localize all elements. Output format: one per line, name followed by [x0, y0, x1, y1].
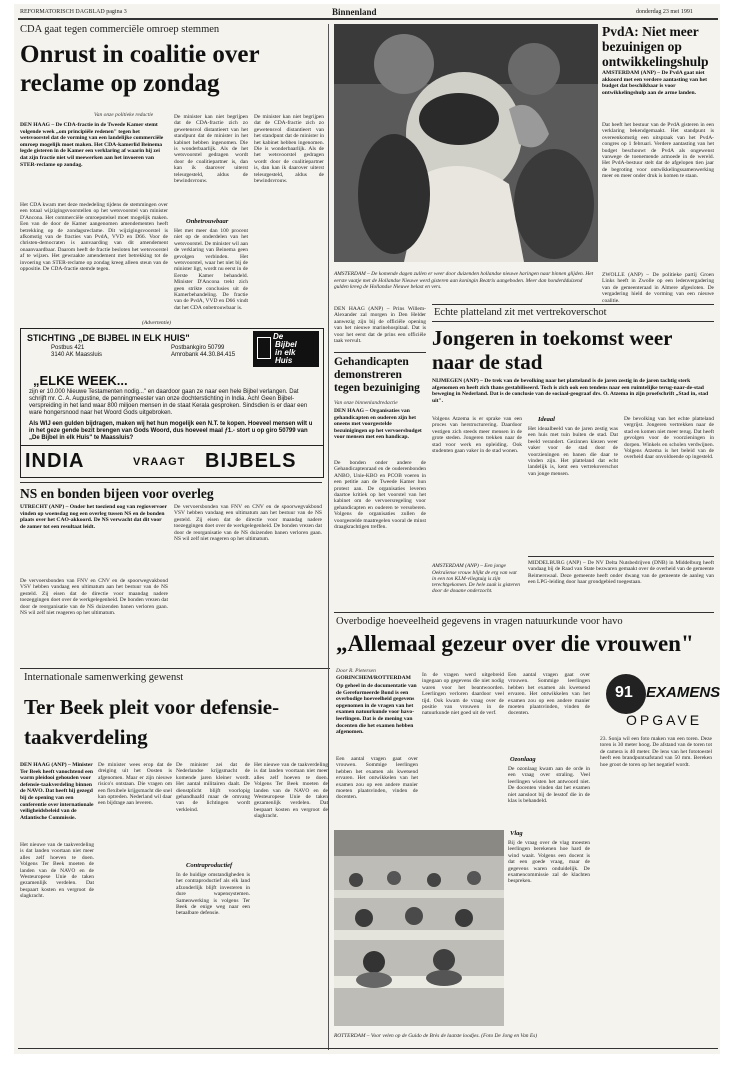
ad-campaign: „ELKE WEEK...: [33, 373, 128, 388]
cda-col1: Het CDA kwam met deze mededeling tijdens de stemmingen over een totaal wijzigingsvoorstellen op het wetsvoorstel van minister D'Ancona. Het commerciële omroepstelsel moet mogelijk maken. Een van de door de Kamer aangenomen amendementen heeft betrekking op de zondagsreclame. Dit wijzigingsvoorstel is afkomstig van de fracties van PvdA, VVD en D66. Voor de christen-democraten is aanvaarding van dit amendement onaanvaardbaar. Daarom heeft de fractie besloten het wetsvoorstel af te wijzen. Het gewraakte amendement met betrekking tot de invoering van STER-reclame op zondag kreeg alleen steun van de oppositie. De CDA-fractie stemde tegen.: [20, 202, 168, 273]
advertentie-label: (Advertentie): [142, 320, 172, 326]
pvda-body: Dat heeft het bestuur van de PvdA gisteren in een verklaring bekendgemaakt. Het standpunt is overeenkomstig een uitspraak van het PvdA-congres op 1 februari. Verdere aantasting van het budget beschouwt de PvdA als ongewenst vanwege de toenemende armoede in de wereld. Het PvdA-bestuur stelt dat de afgelopen tien jaar de begroting voor ontwikkelingssamenwerking meer en meer onder druk is komen te staan.: [602, 122, 714, 180]
ns-body-1: De vervoersbonden van FNV en CNV en de spoorwegvakbond VSV hebben vandaag een ultimatum aan het bestuur van de NS gesteld. Zij eisen dat de directie voor maandag nadere toezeggingen doet over de werkgelegenheid. De bonden vrezen dat door de reorganisatie van de NS duizenden banen verloren gaan. NS wil zelf niet reageren op het ultimatum.: [20, 578, 168, 617]
logo-line2: Bijbel: [275, 340, 297, 349]
ad-postcode: 3140 AK Maassluis: [51, 352, 103, 358]
cda-col3: Het met meer dan 100 procent niet op de onderdelen van het wetsvoorstel. De minister wil aan de verklaring van Beinema geen gevolgen verbinden. Het wetsvoorstel, waar het niet bij de minister ligt, wordt nu eerst in de Eerste Kamer behandeld. Minister D'Ancona trekt zich geen strikte conclusies uit de Kamerbehandeling. De fractie van de PvdA, VVD en D66 vindt dat het CDA onbetrouwbaar is.: [174, 228, 248, 311]
intl-subhead: Contraproductief: [186, 862, 233, 869]
house-icon: [257, 337, 271, 359]
platteland-kicker: Echte platteland zit met vertrekoverschot: [434, 307, 607, 318]
gehandicapten-body: De bonden onder andere de Gehandicaptenraad en de ouderenbonden ANBO, Unie-KBO en PCOB voeren in een petitie aan de Tweede Kamer hun protest aan. De organisaties leveren daartoe kritiek op het voorstel van het kabinet om de vervoersregeling voor gehandicapten en ouderen te versoberen. Volgens de organisaties zullen de voorgestelde maatregelen vooral de minst draagkrachtigen treffen.: [334, 460, 426, 531]
overbodige-kicker: Overbodige hoeveelheid gegevens in vragen natuurkunde voor havo: [336, 616, 623, 627]
logo-line3: in elk: [275, 348, 296, 357]
overbodige-rule: [334, 612, 714, 613]
overbodige-col4: Bij de vraag over de vlag moesten leerlingen berekenen hoe hard de wind waait. Volgens een docent is dat een goede vraag, maar de gegevens waren onduidelijk. De examencommissie zal de klachten bespreken.: [508, 840, 590, 885]
banner-bijbels: BIJBELS: [205, 450, 297, 472]
ns-body-2: De vervoersbonden van FNV en CNV en de spoorwegvakbond VSV hebben vandaag een ultimatum aan het bestuur van de NS gesteld. Zij eisen dat de directie voor maandag nadere toezeggingen doet over de werkgelegenheid. De bonden vrezen dat door de reorganisatie van de NS duizenden banen verloren gaan. NS wil zelf niet reageren op het ultimatum.: [174, 504, 322, 543]
ad-header: STICHTING „DE BIJBEL IN ELK HUIS": [27, 333, 190, 343]
platteland-lead: NIJMEGEN (ANP) – De trek van de bevolking naar het platteland is de jaren zestig in de jaren tachtig sterk afgenomen en heeft zich thans gestabiliseerd. Toch is zich ook een tendens naar een ruimtelijke terug-naar-de-stad beweging in Nederland. Dat is de conclusie van de sociaal-geograaf drs. O. Atzema in zijn proefschrift „Stad in, stad uit".: [432, 378, 709, 404]
intl-col3: De minister zei dat de Nederlandse krijgsmacht de komende jaren kleiner wordt. Het aantal militairen daalt. De dienstplicht blijft voorlopig gehandhaafd maar de omvang van de lichtingen wordt verkleind.: [176, 762, 250, 813]
pvda-headline: PvdA: Niet meer bezuinigen op ontwikkelingshulp: [602, 24, 709, 69]
platteland-col2: Het ideaalbeeld van de jaren zestig was een huis met tuin buiten de stad. Dat beeld verandert. Gezinnen kiezen weer vaker voor de stad door de voorzieningen en banen die daar te vinden zijn. Het platteland dat echt landelijk is, kent een vertrekoverschot van jonge mensen.: [528, 426, 618, 477]
platteland-subhead: Ideaal: [538, 416, 555, 423]
intl-rule: [20, 668, 330, 669]
cda-byline: Van onze politieke redactie: [94, 112, 154, 118]
logo-line4: Huis: [275, 356, 293, 365]
ad-postbox: Postbus 421: [51, 345, 85, 351]
cda-kicker: CDA gaat tegen commerciële omroep stemmen: [20, 24, 220, 35]
examens-badge: [606, 674, 646, 714]
middelburg-text: MIDDELBURG (ANP) – De NV Delta Nutsbedrijven (DNB) in Middelburg heeft vandaag bij de Raad van State bezwaren gemaakt over de overheid van de gemeente Reimerswaal. Deze gemeente heeft onder dwang van de gemeente de aanleg van een LPG-leiding door haar grondgebied toegestaan.: [528, 560, 714, 586]
cda-subhead: Onbetrouwbaar: [186, 218, 229, 225]
platteland-col1: Volgens Atzema is er sprake van een proces van herstructurering. Daardoor vestigen zich steeds meer mensen in de grote steden. Jongeren trekken naar de stad voor werk en opleiding. Ook studenten gaan vaker in de stad wonen.: [432, 416, 522, 455]
photo2-caption: AMSTERDAM (ANP) – Een jonge Oekraïense vrouw blijkt de erg van wat in een ton KLM-vliegtuig is zijn terechtgekomen. De hele zaak is gisteren door de douane onderzocht.: [432, 563, 520, 595]
examens-year: 91: [615, 684, 633, 701]
overbodige-dateline: GORINCHEM/ROTTERDAM: [336, 675, 411, 681]
masthead-section: Binnenland: [332, 7, 377, 17]
intl-col5: Het nieuwe van de taakverdeling is dat landen voortaan niet meer alles zelf hoeven te doen. Volgens Ter Beek moeten de landen van de NAVO en de Westeuropese Unie de taken gezamenlijk verdelen. Dat bespaart kosten en vergroot de slagkracht.: [254, 762, 328, 820]
denhaag-short: DEN HAAG (ANP) – Prins Willem-Alexander zal morgen in Den Helder aanwezig zijn bij de officiële opening van het nieuwe marinehospitaal. Dat is voor het eerst dat de prins een officiële taak vervult.: [334, 306, 426, 345]
herring-photo: [334, 24, 598, 262]
cda-col2: De minister kan niet begrijpen dat de CDA-fractie zich zo gewetensvol distantieert van het standpunt dat de minister in het kabinet hebben ingenomen. Die is wonderbaarlijk. Als de het wetsvoorstel gedragen wordt door de coalitiepartner is, dan kan ik daarover uiterst teleurgesteld, aldus de bewindsvrouw.: [174, 114, 248, 185]
examens-title: EXAMENS: [646, 684, 721, 701]
intl-kicker: Internationale samenwerking gewenst: [24, 672, 184, 683]
ad-banner: [21, 445, 323, 476]
cda-lead: DEN HAAG – De CDA-fractie in de Tweede Kamer stemt volgende week „om principiële redenen" tegen het wetsvoorstel dat de vorming van een landelijke commerciële omroep mogelijk moet maken. Het CDA-kamerlid Beinema legde gisteren in de Kamer een verklaring af waarin hij zei dat zijn fractie niet wil meewerken aan het invoeren van STER-reclame op zondag.: [20, 122, 164, 168]
examens-label: OPGAVE: [626, 712, 703, 728]
overbodige-col1: Een aantal vragen gaat over vrouwen. Sommige leerlingen hebben het examen als kwetsend ervaren. Het ontwikkelen van het examen zou op een andere manier moeten plaatsvinden, vinden de docenten.: [336, 756, 418, 801]
gehandicapten-rule: [334, 352, 426, 353]
gehandicapten-headline: Gehandicapten demonstreren tegen bezuiniging: [334, 356, 420, 394]
middelburg-rule: [528, 556, 714, 557]
examens-text: 23. Sonja wil een foto maken van een toren. Deze toren is 30 meter hoog. De afstand van de toren tot de camera is 40 meter. De lens van het fototoestel heeft een brandpuntsafstand van 50 mm. Bereken hoe groot de toren op het negatief wordt.: [600, 736, 712, 768]
overbodige-col3a: Een aantal vragen gaat over vrouwen. Sommige leerlingen hebben het examen als kwetsend ervaren. Het ontwikkelen van het examen zou op een andere manier moeten plaatsvinden, vinden de docenten.: [508, 672, 590, 717]
intl-col4: In de huidige omstandigheden is het contraproductief als elk land afzonderlijk blijft investeren in dure wapensystemen. Samenwerking is volgens Ter Beek de enige weg naar een betaalbare defensie.: [176, 872, 250, 917]
overbodige-headline: „Allemaal gezeur over die vrouwen": [336, 631, 694, 656]
platteland-kicker-bar: [432, 304, 714, 322]
ad-bank: Amrobank 44.30.84.415: [171, 352, 236, 358]
exam-hall-caption: ROTTERDAM – Voor velen op de Guido de Brès de laatste loodjes. (Foto De Jong en Van Es): [334, 1033, 538, 1040]
overbodige-byline: Door R. Pietersen: [336, 668, 376, 674]
banner-india: INDIA: [25, 450, 85, 472]
masthead-left: REFORMATORISCH DAGBLAD pagina 3: [20, 9, 127, 15]
ad-giro: Postbankgiro 50799: [171, 345, 225, 351]
bottom-rule: [18, 1048, 718, 1049]
exam-hall-photo: [334, 830, 504, 1026]
exam-hall-photo-image: [334, 830, 504, 1026]
logo-line1: De: [273, 332, 284, 341]
overbodige-col3: De ozonlaag kwam aan de orde in een vraag over straling. Veel leerlingen wisten het antwoord niet. De docenten vinden dat het examen niet aansloot bij de lesstof die in de klas is behandeld.: [508, 766, 590, 805]
cda-headline: Onrust in coalitie over reclame op zondag: [20, 41, 260, 97]
overbodige-lead: Op geheel in de documentatie van de Gereformeerde Bond is een overbodige hoeveelheid gegevens opgenomen in de vragen van het examen natuurkunde voor havo-leerlingen. Dat is de mening van docenten die het examen hebben afgenomen.: [336, 683, 417, 736]
banner-vraagt: VRAAGT: [133, 456, 186, 468]
overbodige-col2: In de vragen werd uitgebreid ingegaan op gegevens die niet nodig waren voor het beantwoorden. Leerlingen verloren daardoor veel tijd. Ook kwam de vraag over de positie van vrouwen in de natuurkunde niet goed uit de verf.: [422, 672, 504, 717]
bijbel-advertisement: [20, 328, 324, 478]
ns-headline: NS en bonden bijeen voor overleg: [20, 486, 214, 501]
herring-caption: AMSTERDAM – De komende dagen zullen er weer door duizenden hollandse nieuwe haringen naar binnen glijden. Het eerste vaatje met de Hollandse Nieuwe werd gisteren aan koningin Beatrix aangeboden. Meer dan honderdduizend gulden kreeg de Hollandse Nieuwe belast en vers.: [334, 271, 594, 290]
intl-lead: DEN HAAG (ANP) – Minister Ter Beek heeft vanochtend een warm pleidooi gehouden voor defensie-taakverdeling binnen de NAVO. Dat heeft hij gezegd bij de opening van een conferentie over internationale veiligheidsbeleid van de Atlantische Commissie.: [20, 762, 94, 821]
ad-campaign-text: zijn er 10.000 Nieuwe Testamenten nodig..." en daardoor gaan ze naar een hele Bijbel verlangen. Dat schrijft mr. C. A. Augustine, de penningmeester van onze dochterstichting in India. Ach! Geen Bijbel-verspreiding in het land waar 800 miljoen mensen in de staat Kerala gesproken. Sindsdien is er daar een ware hongersnood naar het Woord Gods uitgebroken.: [29, 389, 308, 416]
intl-headline: Ter Beek pleit voor defensie-taakverdeling: [24, 695, 280, 749]
ns-lead: UTRECHT (ANP) – Onder het toeziend oog van regiovervoer vinden op woensdag nog een overleg tussen NS en de bonden plaats over het CAO-akkoord. De NS verwacht dat dit voor de zomer tot een resultaat leidt.: [20, 504, 167, 530]
ad-appeal: Als WIJ een gulden bijdragen, maken wij het hun mogelijk een N.T. te kopen. Hoeveel mensen wilt u in het geze gende bezit brengen van Gods Woord, dus hoeveel maal ƒ1.- stort u op giro 50799 van „De Bijbel in elk Huis" te Maassluis?: [29, 421, 313, 441]
gehandicapten-lead: DEN HAAG – Organisaties van gehandicapten en ouderen zijn het oneens met voorgestelde bezuinigingen op het vervoersbudget voor mensen met een handicap.: [334, 408, 422, 441]
masthead-date: donderdag 23 mei 1991: [636, 9, 693, 15]
examens-logo: [600, 672, 721, 730]
intl-col2: De minister wees erop dat de dreiging uit het Oosten is afgenomen. Maar er zijn nieuwe risico's ontstaan. Die vragen om een flexibele krijgsmacht die snel kan optreden. Nederland wil daar een bijdrage aan leveren.: [98, 762, 172, 807]
herring-photo-image: [334, 24, 598, 262]
cda-col4: De minister kan niet begrijpen dat de CDA-fractie zich zo gewetensvol distantieert van het standpunt dat de minister in het kabinet hebben ingenomen. Die is wonderbaarlijk. Als de het wetsvoorstel gedragen wordt door de coalitiepartner is, dan kan ik daarover uiterst teleurgesteld, aldus de bewindsvrouw.: [254, 114, 324, 185]
platteland-col3: De bevolking van het echte platteland vergrijst. Jongeren vertrekken naar de stad en komen niet meer terug. Dat heeft gevolgen voor de voorzieningen in dorpen. Winkels en scholen verdwijnen. Volgens Atzema is het beleid van de overheid daar onvoldoende op ingesteld.: [624, 416, 714, 461]
masthead-rule: [18, 18, 718, 20]
intl-col1: Het nieuwe van de taakverdeling is dat landen voortaan niet meer alles zelf hoeven te doen. Volgens Ter Beek moeten de landen van de NAVO en de Westeuropese Unie de taken gezamenlijk verdelen. Dat bespaart kosten en vergroot de slagkracht.: [20, 842, 94, 900]
overbodige-subhead-ozon: Ozonlaag: [510, 756, 536, 763]
pvda-lead: AMSTERDAM (ANP) – De PvdA gaat niet akkoord met een verdere aantasting van het budget dat beschikbaar is voor ontwikkelingshulp aan de arme landen.: [602, 70, 707, 96]
overbodige-subhead-vlag: Vlag: [510, 830, 523, 837]
newspaper-page: [14, 4, 720, 1054]
bijbel-logo: [253, 331, 319, 367]
platteland-headline: Jongeren in toekomst weer naar de stad: [432, 326, 673, 374]
jokeli-text: ZWOLLE (ANP) – De politieke partij Groen Links heeft in Zwolle op een ledenvergadering van de gemeenteraad in Almere afgesloten. De vergadering hield de vorming van een nieuwe coalitie.: [602, 272, 714, 304]
gehandicapten-byline: Van onze binnenlandredactie: [334, 400, 398, 406]
ns-rule: [20, 482, 322, 483]
column-divider: [328, 24, 329, 1050]
